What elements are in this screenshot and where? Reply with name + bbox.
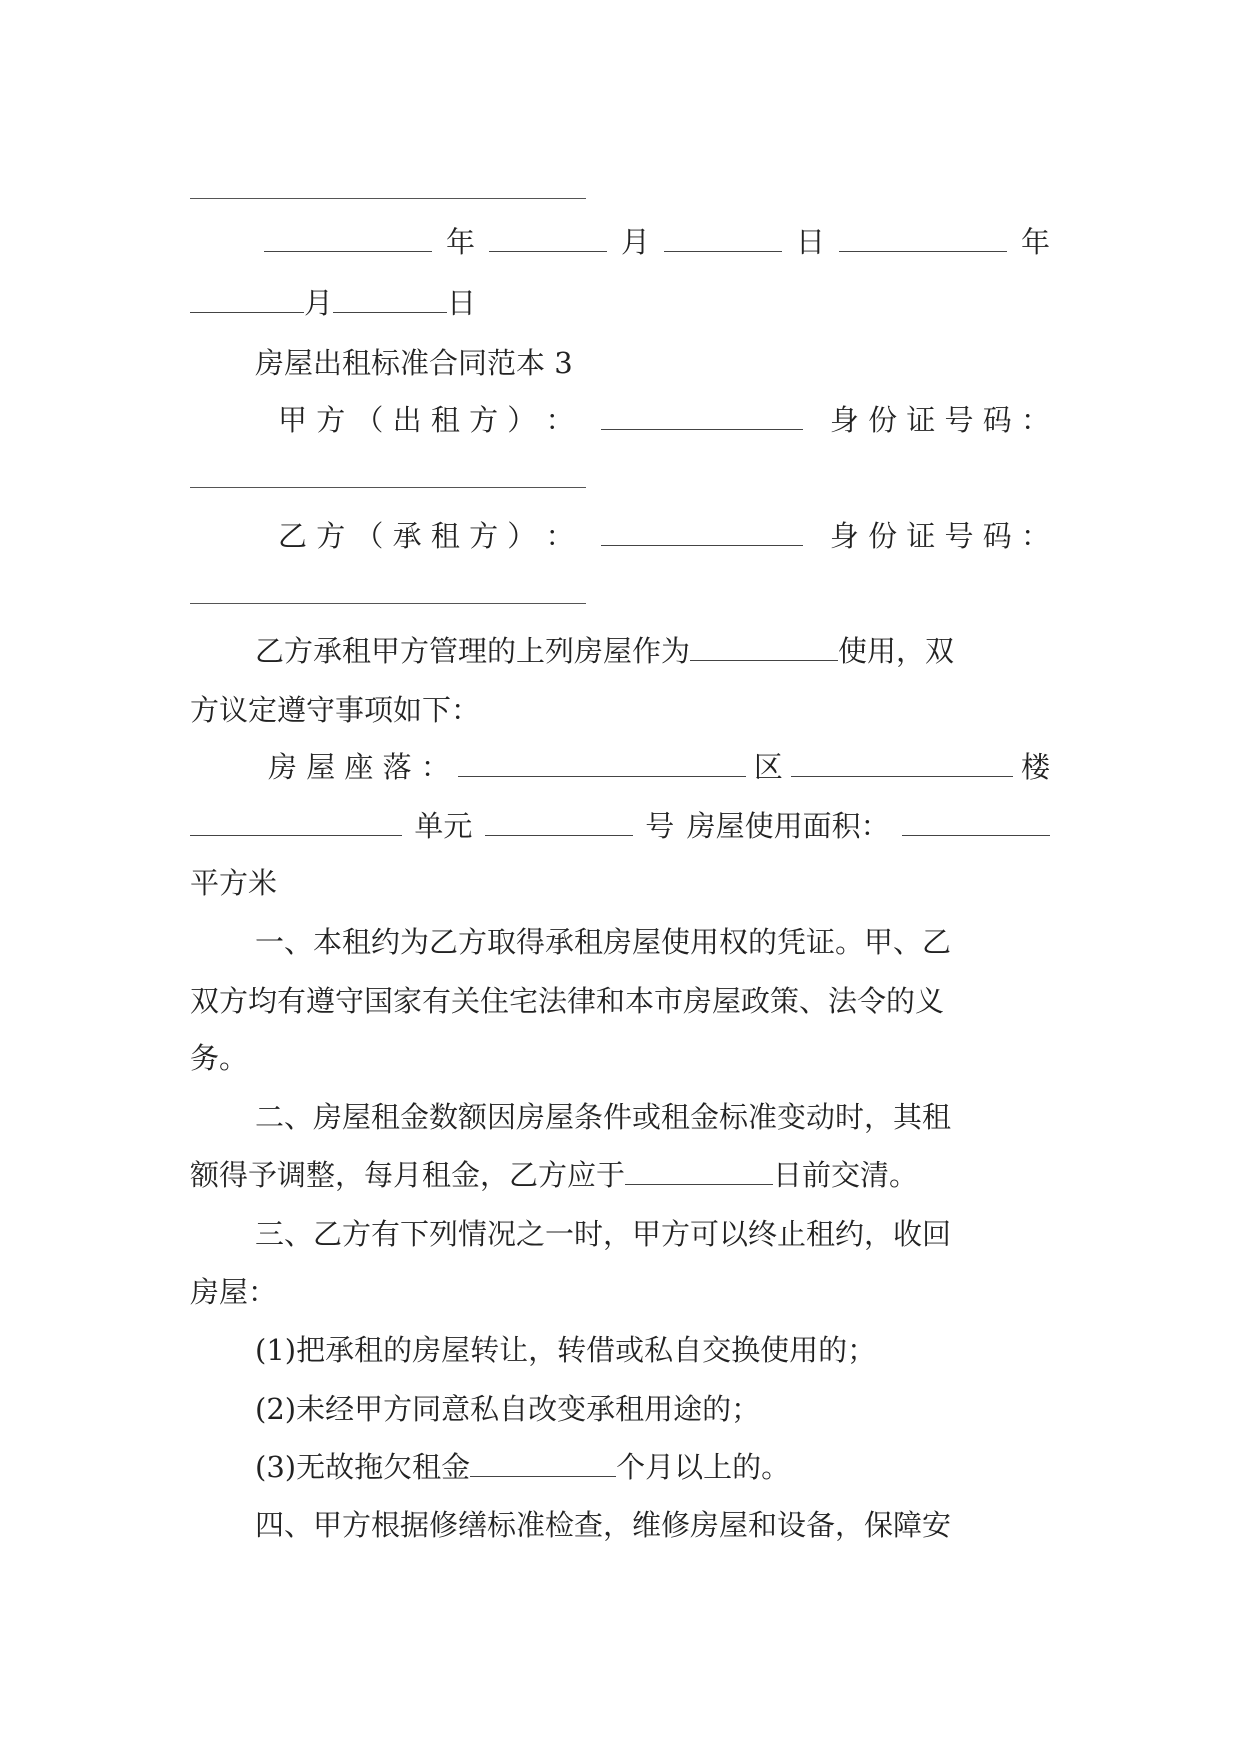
clause-2-text-end: 日前交清。 xyxy=(773,1158,919,1192)
months-blank xyxy=(470,1450,616,1477)
date-line-cont xyxy=(190,283,1050,323)
item-2: (2)未经甲方同意私自改变承租用途的； xyxy=(255,1392,761,1426)
day-blank xyxy=(333,286,447,313)
clause-2-line-1: 二、房屋租金数额因房屋条件或租金标准变动时，其租 xyxy=(255,1100,952,1134)
blank-line-rule xyxy=(190,487,586,488)
purpose-text: 乙方承租甲方管理的上列房屋作为 xyxy=(255,634,691,668)
building-number-blank xyxy=(190,809,402,836)
clause-4-line-1: 四、甲方根据修缮标准检查，维修房屋和设备，保障安 xyxy=(255,1508,952,1542)
day-label: 日 xyxy=(795,225,825,259)
day-blank xyxy=(664,225,782,252)
purpose-line-2: 方议定遵守事项如下： xyxy=(190,693,481,727)
area-unit: 平方米 xyxy=(190,866,278,900)
clause-2-text: 额得予调整，每月租金，乙方应于 xyxy=(190,1158,626,1192)
clause-1-line-3: 务。 xyxy=(190,1041,249,1075)
item-3 xyxy=(255,1447,1115,1487)
year-blank xyxy=(264,225,432,252)
payment-day-blank xyxy=(625,1158,773,1185)
item-3-text: (3)无故拖欠租金 xyxy=(255,1450,471,1484)
clause-3-line-1: 三、乙方有下列情况之一时，甲方可以终止租约，收回 xyxy=(255,1217,952,1251)
location-line xyxy=(268,747,1050,787)
party-b-blank xyxy=(601,519,803,546)
month-blank xyxy=(489,225,607,252)
clause-3-line-2: 房屋： xyxy=(190,1275,278,1309)
year-label: 年 xyxy=(445,225,475,259)
blank-line-rule xyxy=(190,603,586,604)
party-b-label: 乙 方 （ 承 租 方 ） ： xyxy=(278,519,575,553)
section-heading: 房屋出租标准合同范本 3 xyxy=(255,346,573,380)
building-blank xyxy=(791,750,1013,777)
month-blank xyxy=(190,286,304,313)
number-label: 号 xyxy=(645,809,675,843)
month-label: 月 xyxy=(620,225,650,259)
area-blank xyxy=(902,809,1050,836)
year-label: 年 xyxy=(1020,225,1050,259)
clause-2-line-2 xyxy=(190,1155,1050,1195)
district-label: 区 xyxy=(753,750,783,784)
unit-label: 单元 xyxy=(414,809,473,843)
clause-1-line-2: 双方均有遵守国家有关住宅法律和本市房屋政策、法令的义 xyxy=(190,984,945,1018)
year-blank xyxy=(839,225,1007,252)
id-number-label: 身 份 证 号 码 ： xyxy=(829,519,1050,553)
unit-blank xyxy=(485,809,633,836)
blank-line-rule xyxy=(190,198,586,199)
party-b-line xyxy=(278,516,1050,556)
building-label: 楼 xyxy=(1020,750,1050,784)
day-label: 日 xyxy=(447,286,477,320)
item-1: (1)把承租的房屋转让，转借或私自交换使用的； xyxy=(255,1333,877,1367)
location-line-2 xyxy=(190,806,1050,846)
party-a-label: 甲 方 （ 出 租 方 ） ： xyxy=(278,403,575,437)
area-label: 房屋使用面积： xyxy=(686,809,890,843)
date-line xyxy=(264,222,1050,262)
clause-1-line-1: 一、本租约为乙方取得承租房屋使用权的凭证。甲、乙 xyxy=(255,925,952,959)
month-label: 月 xyxy=(304,286,334,320)
id-number-label: 身 份 证 号 码 ： xyxy=(829,403,1050,437)
purpose-blank xyxy=(690,634,838,661)
district-blank xyxy=(458,750,746,777)
item-3-text-end: 个月以上的。 xyxy=(616,1450,791,1484)
location-label: 房 屋 座 落 ： xyxy=(268,750,450,784)
purpose-line xyxy=(255,631,1115,671)
purpose-text-end: 使用，双 xyxy=(838,634,955,668)
party-a-line xyxy=(278,400,1050,440)
party-a-blank xyxy=(601,403,803,430)
